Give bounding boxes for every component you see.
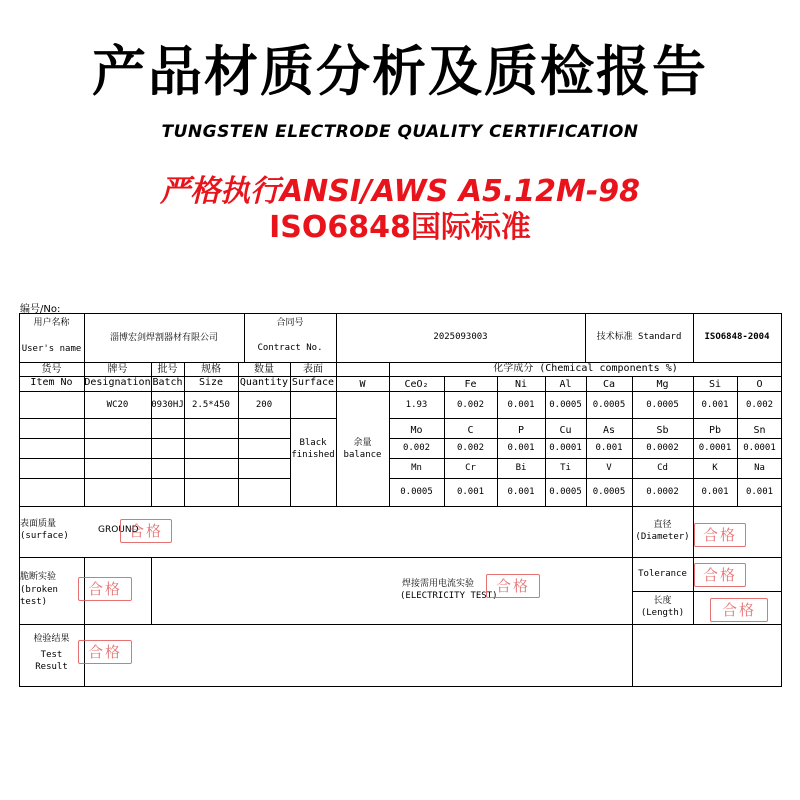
element-label: Sb bbox=[656, 425, 669, 436]
doc-number-label: 编号/No: bbox=[20, 304, 61, 315]
element-label: K bbox=[712, 463, 718, 473]
element-value: 0.001 bbox=[507, 443, 535, 453]
length-label-cn: 长度 bbox=[653, 596, 672, 606]
element-label: Fe bbox=[464, 379, 477, 390]
tech-standard-label: 技术标准 Standard bbox=[596, 332, 682, 342]
quantity-value: 200 bbox=[255, 400, 273, 410]
element-value: 0.0002 bbox=[646, 487, 679, 497]
element-value: 0.0005 bbox=[646, 400, 679, 410]
qualified-stamp-result: 合格 bbox=[78, 640, 132, 664]
designation-header-en: Designation bbox=[84, 377, 151, 388]
element-value: 0.0005 bbox=[549, 400, 582, 410]
element-value: 0.001 bbox=[456, 487, 485, 497]
broken-test-label-cn: 脆断实验 bbox=[20, 572, 57, 582]
diameter-label-cn: 直径 bbox=[653, 520, 672, 530]
element-value: 0.001 bbox=[745, 487, 774, 497]
element-value: 0.0002 bbox=[646, 443, 679, 453]
electricity-test-label-en: (ELECTRICITY TEST) bbox=[400, 591, 498, 601]
element-label: Na bbox=[754, 463, 765, 473]
element-label: Mg bbox=[656, 379, 669, 390]
element-value: 0.002 bbox=[402, 443, 431, 453]
surface-header-cn: 表面 bbox=[303, 364, 323, 375]
user-name-value: 淄博宏剑焊割器材有限公司 bbox=[109, 333, 218, 343]
element-value: 0.002 bbox=[456, 443, 485, 453]
length-label-en: (Length) bbox=[640, 608, 685, 618]
element-value: 0.0005 bbox=[549, 487, 582, 497]
user-name-label-en: User's name bbox=[21, 344, 82, 354]
contract-value: 2025093003 bbox=[433, 332, 488, 342]
element-value: 0.0001 bbox=[549, 443, 582, 453]
size-value: 2.5*450 bbox=[192, 400, 230, 410]
quantity-header-en: Quantity bbox=[239, 377, 289, 388]
element-value: 0.001 bbox=[701, 400, 729, 410]
diameter-label-en: (Diameter) bbox=[635, 532, 690, 542]
element-label: Ca bbox=[602, 379, 616, 390]
element-label: Ti bbox=[560, 463, 571, 473]
report-title: 产品材质分析及质检报告 bbox=[92, 40, 708, 103]
element-label: Pb bbox=[708, 425, 722, 436]
element-value: 0.0001 bbox=[743, 443, 776, 453]
test-result-label-en-2: Result bbox=[35, 662, 68, 672]
batch-header-en: Batch bbox=[152, 377, 183, 388]
qualified-stamp-tolerance: 合格 bbox=[694, 563, 746, 587]
surface-value-line1: Black bbox=[299, 438, 327, 448]
tungsten-label: W bbox=[359, 379, 366, 390]
surface-value-line2: finished bbox=[291, 450, 335, 460]
surface-quality-label-en: (surface) bbox=[20, 531, 69, 541]
item-no-header-en: Item No bbox=[30, 377, 73, 388]
element-value: 0.001 bbox=[507, 400, 535, 410]
element-label: C bbox=[467, 425, 474, 436]
report-subtitle: TUNGSTEN ELECTRODE QUALITY CERTIFICATION bbox=[161, 122, 639, 142]
element-label: Mo bbox=[410, 425, 423, 436]
user-name-label-cn: 用户名称 bbox=[33, 318, 70, 328]
quantity-header-cn: 数量 bbox=[254, 364, 274, 375]
element-value: 0.001 bbox=[507, 487, 535, 497]
contract-label-en: Contract No. bbox=[257, 343, 323, 353]
surface-header-en: Surface bbox=[291, 377, 335, 388]
designation-header-cn: 牌号 bbox=[107, 364, 128, 375]
test-result-label-en-1: Test bbox=[40, 650, 63, 660]
tungsten-value-line2: balance bbox=[343, 450, 382, 460]
tech-standard-value: ISO6848-2004 bbox=[704, 332, 770, 342]
chemical-components-header: 化学成分 (Chemical components %) bbox=[493, 363, 678, 374]
qualified-stamp-length: 合格 bbox=[710, 598, 768, 622]
element-label: Cd bbox=[657, 463, 668, 473]
tungsten-value-line1: 余量 bbox=[353, 438, 372, 448]
surface-quality-label-cn: 表面质量 bbox=[20, 519, 57, 529]
element-label: Sn bbox=[753, 425, 766, 436]
element-label: Cr bbox=[465, 463, 476, 473]
qualified-stamp-diameter: 合格 bbox=[694, 523, 746, 547]
element-value: 0.002 bbox=[456, 400, 485, 410]
element-label: O bbox=[756, 379, 763, 390]
element-label: Cu bbox=[559, 425, 572, 436]
element-value: 0.0005 bbox=[592, 400, 626, 410]
broken-test-label-en-2: test) bbox=[20, 597, 48, 607]
element-label: V bbox=[606, 463, 612, 473]
element-value: 0.0005 bbox=[592, 487, 626, 497]
element-label: Bi bbox=[515, 463, 527, 473]
qualified-stamp-electricity: 合格 bbox=[486, 574, 540, 598]
element-value: 0.0001 bbox=[698, 443, 732, 453]
item-no-header-cn: 货号 bbox=[41, 364, 62, 375]
element-value: 0.001 bbox=[595, 443, 623, 453]
designation-value: WC20 bbox=[106, 400, 129, 410]
element-label: Mn bbox=[411, 463, 422, 473]
element-label: Al bbox=[559, 379, 572, 390]
element-label: Ni bbox=[514, 379, 528, 390]
element-value: 0.002 bbox=[745, 400, 774, 410]
size-header-cn: 规格 bbox=[201, 364, 221, 375]
surface-quality-value: GROUND bbox=[98, 525, 139, 535]
electricity-test-label-cn: 焊接需用电流实验 bbox=[402, 579, 475, 589]
element-label: As bbox=[602, 425, 616, 436]
element-value: 0.0005 bbox=[400, 487, 433, 497]
element-value: 0.001 bbox=[701, 487, 729, 497]
contract-label-cn: 合同号 bbox=[276, 318, 304, 328]
standard-line-2: ISO6848国际标准 bbox=[269, 210, 531, 245]
broken-test-label-en-1: (broken bbox=[20, 585, 58, 595]
test-result-label-cn: 检验结果 bbox=[33, 634, 70, 644]
qualified-stamp-broken: 合格 bbox=[78, 577, 132, 601]
element-value: 1.93 bbox=[405, 400, 428, 410]
batch-value: 0930HJ bbox=[151, 400, 184, 410]
qualified-stamp-surface: 合格 bbox=[120, 519, 172, 543]
batch-header-cn: 批号 bbox=[157, 364, 178, 375]
element-label: Si bbox=[708, 379, 722, 390]
tolerance-label: Tolerance bbox=[638, 569, 687, 579]
element-label: CeO₂ bbox=[404, 379, 429, 390]
size-header-en: Size bbox=[198, 377, 224, 388]
element-label: P bbox=[517, 425, 525, 436]
standard-line-1: 严格执行ANSI/AWS A5.12M-98 bbox=[159, 174, 641, 209]
